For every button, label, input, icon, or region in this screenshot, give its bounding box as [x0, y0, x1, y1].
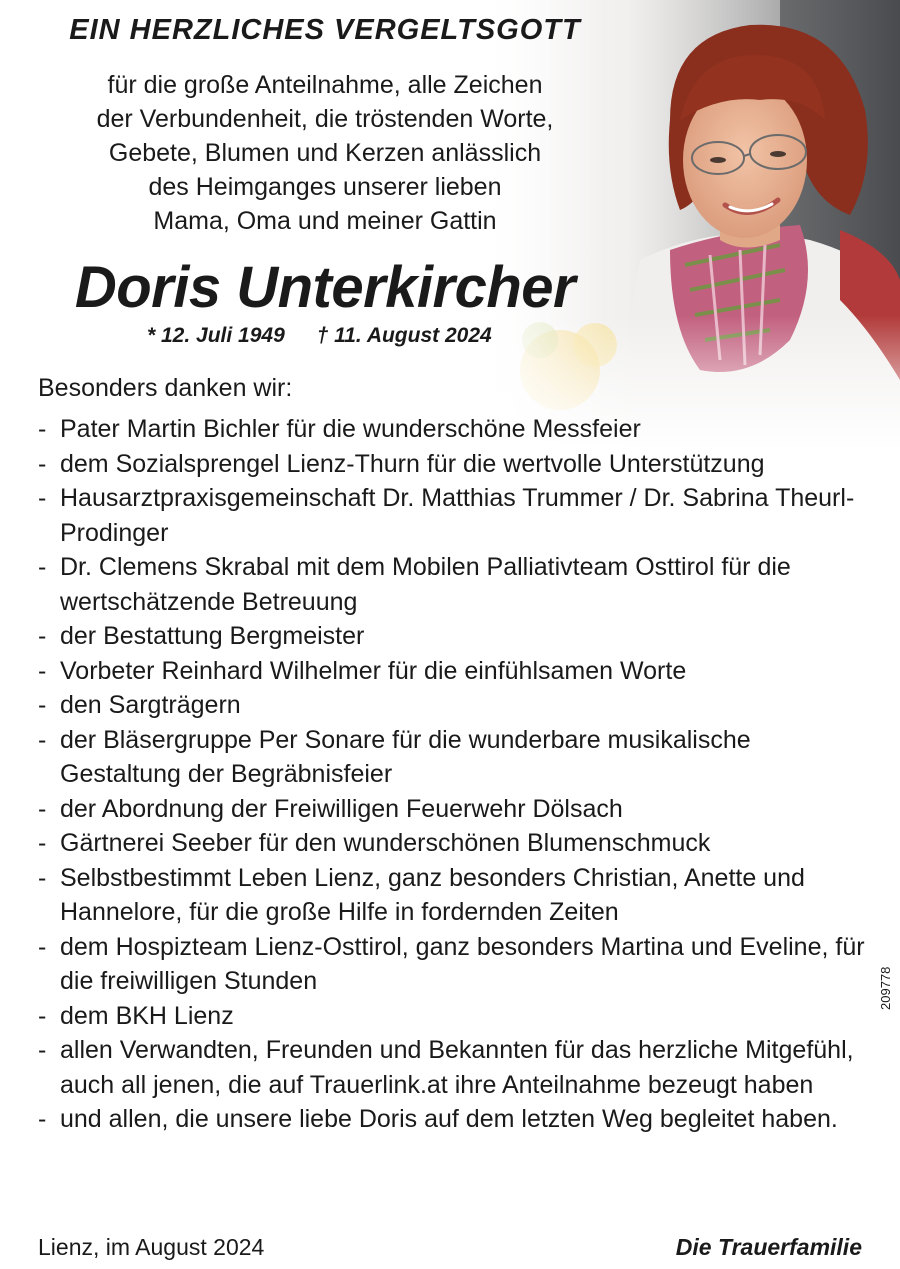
dash: -: [38, 553, 47, 581]
list-item-text: der Bläsergruppe Per Sonare für die wunderbare musikalische Gestaltung der Begräbnisfeier: [60, 725, 751, 788]
list-item: [38, 619, 878, 654]
list-item: [38, 654, 878, 689]
dash: -: [38, 932, 47, 961]
thanks-list: [38, 412, 878, 1137]
signature: Die Trauerfamilie: [675, 1234, 862, 1260]
dash: -: [38, 863, 47, 892]
list-item: [38, 999, 878, 1034]
list-item-text: der Abordnung der Freiwilligen Feuerwehr Dölsach: [60, 794, 623, 823]
dash: -: [38, 656, 47, 685]
intro-line: für die große Anteilnahme, alle Zeichen: [107, 71, 543, 99]
intro-line: Gebete, Blumen und Kerzen anlässlich: [108, 139, 542, 167]
list-item-text: und allen, die unsere liebe Doris auf dem letzten Weg begleitet haben.: [60, 1105, 838, 1133]
list-item: [38, 723, 878, 792]
dash: -: [38, 1036, 47, 1064]
list-item-text: Dr. Clemens Skrabal mit dem Mobilen Palliativteam Osttirol für die wertschätzende Betreuung: [60, 553, 791, 616]
list-item: [38, 1102, 878, 1137]
list-item: [38, 826, 878, 861]
dash: -: [38, 622, 47, 650]
dash: -: [38, 415, 47, 443]
list-item-text: den Sargträgern: [60, 691, 241, 719]
dash: -: [38, 449, 47, 478]
dash: -: [38, 829, 47, 857]
life-dates: [147, 324, 492, 348]
list-item: [38, 688, 878, 723]
dash: -: [38, 794, 47, 823]
deceased-name: Doris Unterkircher: [74, 255, 576, 320]
intro-text: [0, 68, 650, 238]
list-item-text: dem BKH Lienz: [60, 1001, 234, 1030]
list-item: [38, 550, 878, 619]
list-item-text: der Bestattung Bergmeister: [60, 622, 365, 650]
list-item-text: Pater Martin Bichler für die wunderschöne Messfeier: [60, 415, 641, 443]
death-date: † 11. August 2024: [316, 324, 492, 347]
list-item-text: dem Sozialsprengel Lienz-Thurn für die wertvolle Unterstützung: [60, 449, 765, 478]
list-item: [38, 861, 878, 930]
list-item-text: Selbstbestimmt Leben Lienz, ganz besonders Christian, Anette und Hannelore, für die große Hilfe in fordernden Zeiten: [60, 863, 805, 926]
thanks-title: Besonders danken wir:: [38, 374, 293, 402]
ad-code: 209778: [878, 966, 893, 1010]
heading: EIN HERZLICHES VERGELTSGOTT: [69, 14, 581, 46]
list-item: [38, 1033, 878, 1102]
list-item: [38, 412, 878, 447]
intro-line: des Heimganges unserer lieben: [148, 173, 502, 201]
dash: -: [38, 1105, 47, 1133]
intro-line: Mama, Oma und meiner Gattin: [153, 207, 497, 235]
dash: -: [38, 691, 47, 719]
place-date: Lienz, im August 2024: [38, 1234, 265, 1260]
list-item: [38, 930, 878, 999]
list-item: [38, 447, 878, 482]
list-item: [38, 792, 878, 827]
list-item-text: allen Verwandten, Freunden und Bekannten für das herzliche Mitgefühl, auch all jenen, die auf Trauerlink.at ihre Anteilnahme bezeugt haben: [60, 1036, 854, 1099]
dash: -: [38, 484, 47, 512]
list-item: [38, 481, 878, 550]
dash: -: [38, 1001, 47, 1030]
list-item-text: dem Hospizteam Lienz-Osttirol, ganz besonders Martina und Eveline, für die freiwilligen Stunden: [60, 932, 865, 995]
dash: -: [38, 725, 47, 754]
birth-date: * 12. Juli 1949: [147, 324, 285, 347]
list-item-text: Gärtnerei Seeber für den wunderschönen Blumenschmuck: [60, 829, 711, 857]
list-item-text: Hausarztpraxisgemeinschaft Dr. Matthias Trummer / Dr. Sabrina Theurl-Prodinger: [60, 484, 855, 547]
list-item-text: Vorbeter Reinhard Wilhelmer für die einfühlsamen Worte: [60, 656, 687, 685]
intro-line: der Verbundenheit, die tröstenden Worte,: [96, 105, 554, 133]
